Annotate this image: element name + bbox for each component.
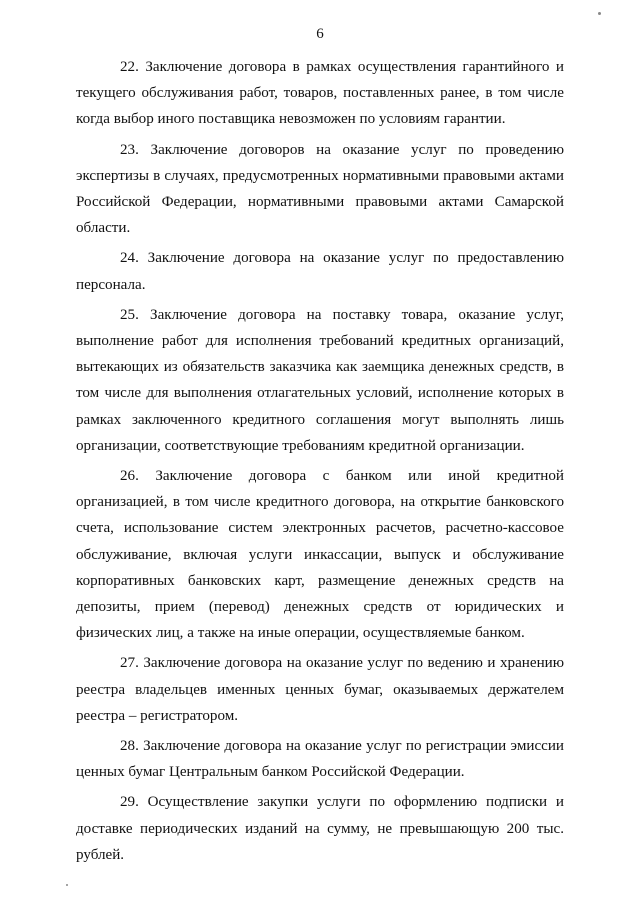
paragraph-27: 27. Заключение договора на оказание услуг по ведению и хранению реестра владельцев именных ценных бумаг, оказываемых держателем реестра – регистратором. bbox=[76, 655, 564, 724]
paragraph-25: 25. Заключение договора на поставку товара, оказание услуг, выполнение работ для исполнения требований кредитных организаций, вытекающих из обязательств заказчика как заемщика денежных средств, в том числе для выполнения отлагательных условий, исполнение которых в рамках заключенного кредитного соглашения могут выполнять лишь организации, соответствующие требованиям кредитной организации. bbox=[76, 306, 564, 454]
document-body bbox=[76, 54, 564, 872]
paragraph-28: 28. Заключение договора на оказание услуг по регистрации эмиссии ценных бумаг Центральным банком Российской Федерации. bbox=[76, 738, 564, 781]
paragraph-29: 29. Осуществление закупки услуги по оформлению подписки и доставке периодических изданий на сумму, не превышающую 200 тыс. рублей. bbox=[76, 794, 564, 863]
paragraph-23: 23. Заключение договоров на оказание услуг по проведению экспертизы в случаях, предусмотренных нормативными правовыми актами Российской Федерации, нормативными правовыми актами Самарской области. bbox=[76, 141, 564, 237]
paragraph-26: 26. Заключение договора с банком или иной кредитной организацией, в том числе кредитного договора, на открытие банковского счета, использование систем электронных расчетов, расчетно-кассовое обслуживание, включая услуги инкассации, выпуск и обслуживание корпоративных банковских карт, размещение денежных средств на депозиты, прием (перевод) денежных средств от юридических и физических лиц, а также на иные операции, осуществляемые банком. bbox=[76, 468, 564, 642]
scan-speck bbox=[598, 12, 601, 15]
paragraph-24: 24. Заключение договора на оказание услуг по предоставлению персонала. bbox=[76, 250, 564, 293]
paragraph-22: 22. Заключение договора в рамках осуществления гарантийного и текущего обслуживания работ, товаров, поставленных ранее, в том числе когда выбор иного поставщика невозможен по условиям гарантии. bbox=[76, 59, 564, 128]
page-number: 6 bbox=[316, 26, 324, 42]
scan-speck bbox=[66, 884, 68, 886]
